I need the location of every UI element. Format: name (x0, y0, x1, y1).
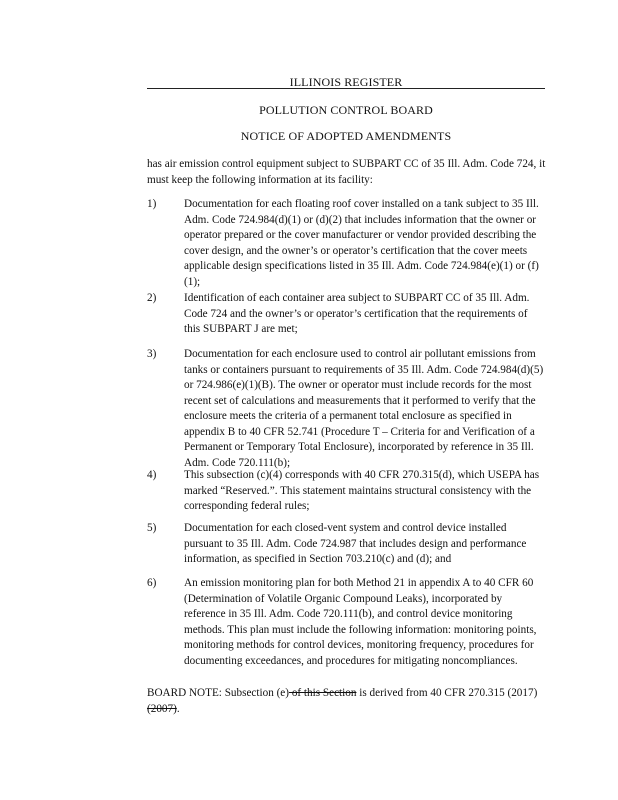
list-item-text: This subsection (c)(4) corresponds with 40 CFR 270.315(d), which USEPA has marked “Reserved.”. This statement maintains structural consistency with the corresponding federal rules; (184, 469, 540, 512)
list-item-number: 5) (147, 522, 157, 534)
intro-paragraph: has air emission control equipment subject to SUBPART CC of 35 Ill. Adm. Code 724, it must keep the following information at its facility: (147, 158, 546, 186)
list-item-number: 3) (147, 348, 157, 360)
board-note-text: . (176, 702, 180, 715)
board-note (147, 686, 545, 717)
list-item-text: An emission monitoring plan for both Method 21 in appendix A to 40 CFR 60 (Determination of Volatile Organic Compound Leaks), incorporated by reference in 35 Ill. Adm. Code 720.111(b), and control device monitoring methods. This plan must include the following information: monitoring points, monitoring methods for control devices, monitoring frequency, procedures for documenting exceedances, and procedures for mitigating noncompliances. (184, 577, 537, 667)
list-item-number: 6) (147, 577, 157, 589)
list-item-text: Identification of each container area subject to SUBPART CC of 35 Ill. Adm. Code 724 and the owner’s or operator’s certification that the requirements of this SUBPART J are met; (184, 292, 530, 335)
list-item-text: Documentation for each enclosure used to control air pollutant emissions from tanks or containers pursuant to requirements of 35 Ill. Adm. Code 724.984(d)(5) or 724.986(e)(1)(B). The owner or operator must include records for the most recent set of calculations and measurements that it performed to verify that the enclosure meets the criteria of a permanent total enclosure as specified in appendix B to 40 CFR 52.741 (Procedure T – Criteria for and Verification of a Permanent or Temporary Total Enclosure), incorporated by reference in 35 Ill. Adm. Code 720.111(b); (184, 348, 544, 469)
deleted-text: (2007) (147, 702, 177, 715)
list-item-number: 1) (147, 198, 157, 210)
list-item-text: Documentation for each floating roof cover installed on a tank subject to 35 Ill. Adm. Code 724.984(d)(1) or (d)(2) that includes information that the owner or operator prepared or the cover manufacturer or vendor provided describing the cover design, and the owner’s or operator’s certification that the cover meets applicable design specifications listed in 35 Ill. Adm. Code 724.984(e)(1) or (f)(1); (184, 198, 539, 288)
board-note-text: BOARD NOTE: Subsection (e) (147, 687, 290, 699)
register-title: ILLINOIS REGISTER (289, 75, 403, 89)
header-divider (147, 88, 545, 89)
list-item-number: 4) (147, 469, 157, 481)
deleted-text: of this Section (289, 687, 357, 699)
list-item-text: Documentation for each closed-vent system and control device installed pursuant to 35 Ill. Adm. Code 724.987 that includes design and performance information, as specified in Section 703.210(c) and (d); and (184, 522, 527, 565)
notice-title: NOTICE OF ADOPTED AMENDMENTS (240, 129, 452, 143)
list-item-number: 2) (147, 292, 157, 304)
board-note-text: is derived from 40 CFR 270.315 (2017) (356, 687, 538, 699)
board-title: POLLUTION CONTROL BOARD (259, 103, 433, 117)
